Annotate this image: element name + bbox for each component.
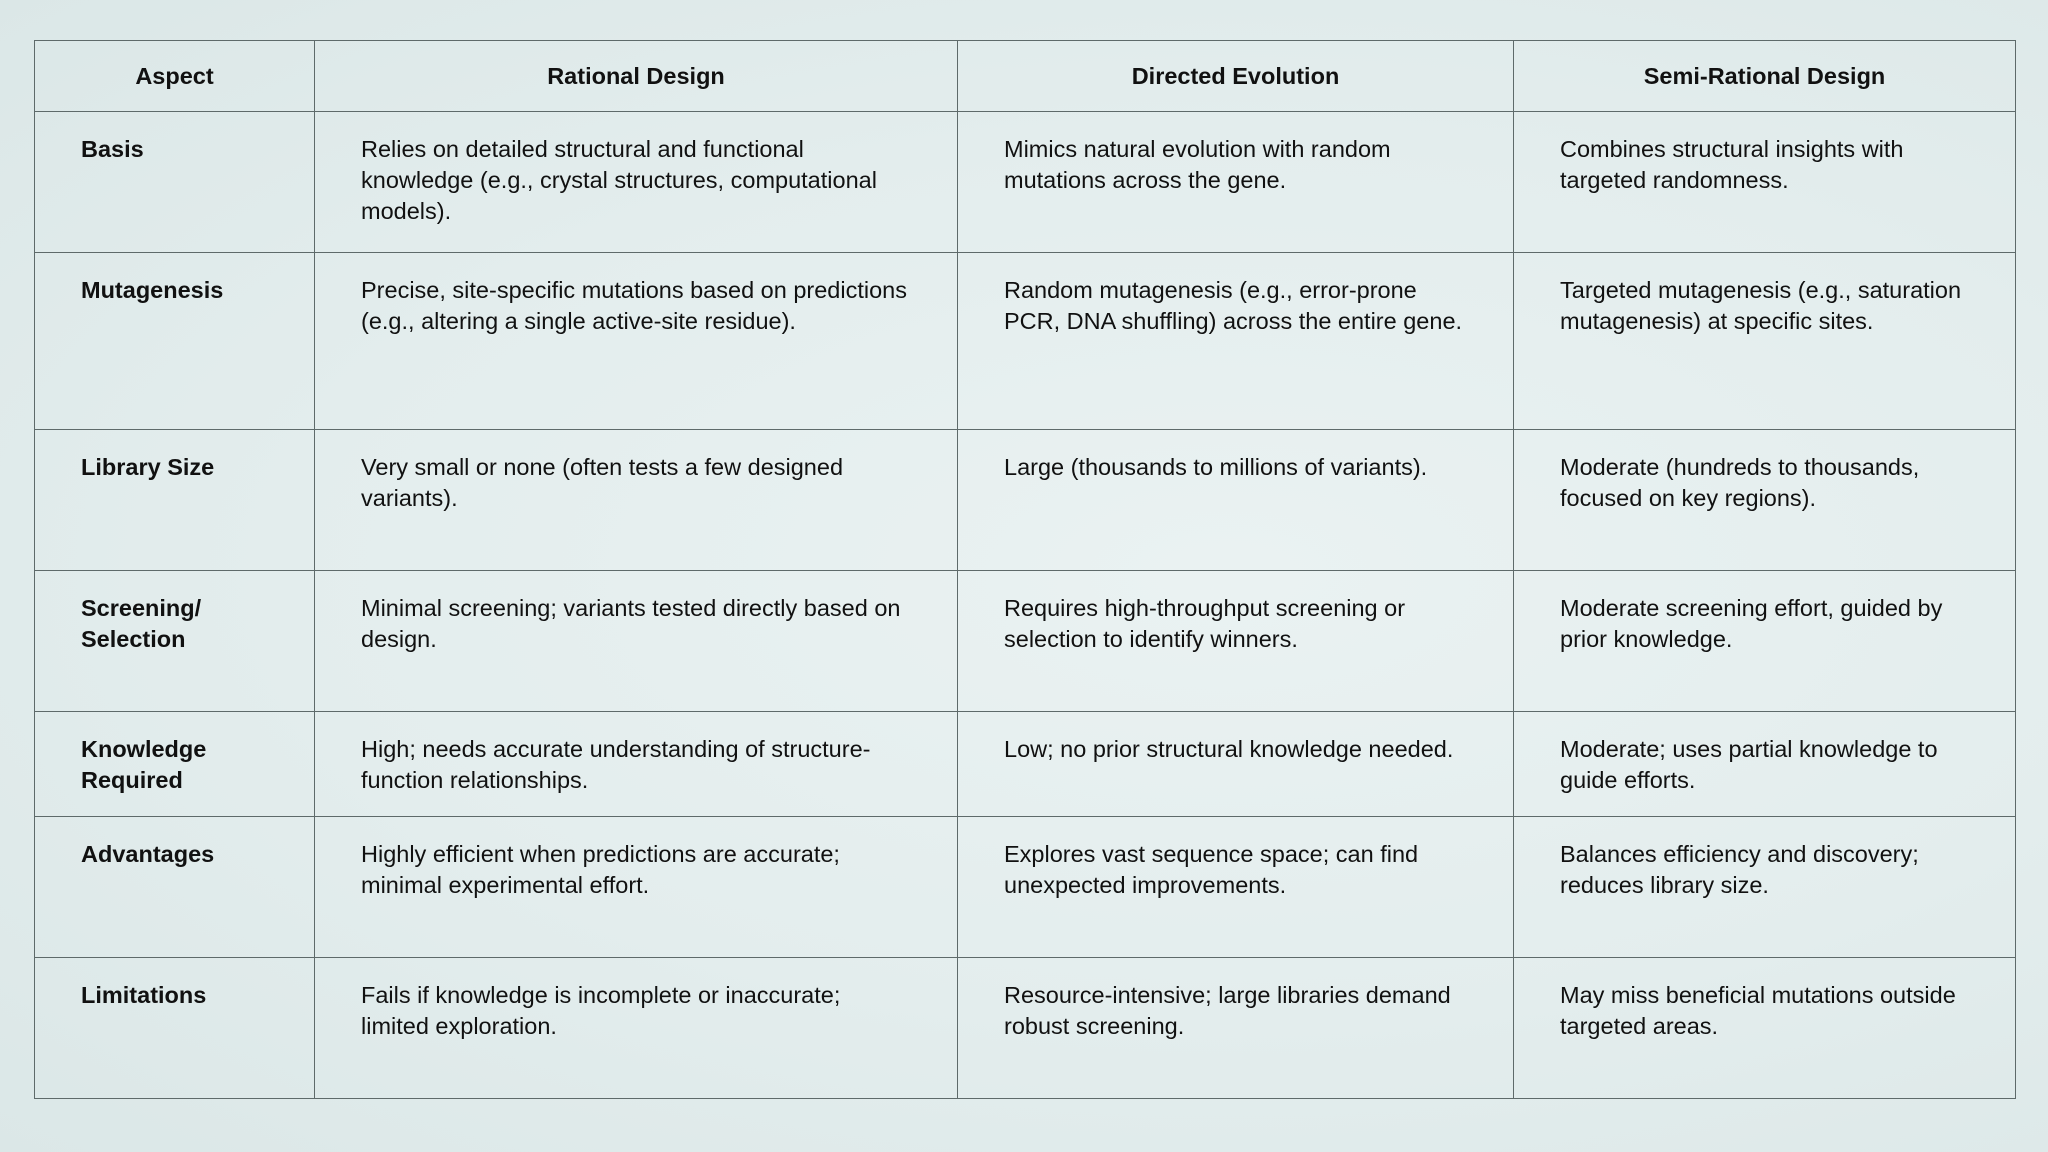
cell-directed-evolution: Mimics natural evolution with random mutations across the gene. xyxy=(958,112,1514,253)
row-label: Mutagenesis xyxy=(35,253,315,430)
row-label: Limitations xyxy=(35,958,315,1099)
table-row-mutagenesis xyxy=(35,253,2016,430)
row-label: Library Size xyxy=(35,430,315,571)
cell-semi-rational-design: Balances efficiency and discovery; reduces library size. xyxy=(1514,817,2016,958)
row-label: Basis xyxy=(35,112,315,253)
cell-semi-rational-design: Moderate (hundreds to thousands, focused on key regions). xyxy=(1514,430,2016,571)
header-semi-rational-design: Semi-Rational Design xyxy=(1514,41,2016,112)
cell-directed-evolution: Random mutagenesis (e.g., error-prone PCR, DNA shuffling) across the entire gene. xyxy=(958,253,1514,430)
cell-directed-evolution: Requires high-throughput screening or selection to identify winners. xyxy=(958,571,1514,712)
cell-directed-evolution: Explores vast sequence space; can find unexpected improvements. xyxy=(958,817,1514,958)
table-row-screening-selection xyxy=(35,571,2016,712)
table-row-limitations xyxy=(35,958,2016,1099)
header-rational-design: Rational Design xyxy=(315,41,958,112)
cell-rational-design: Very small or none (often tests a few designed variants). xyxy=(315,430,958,571)
row-label: Advantages xyxy=(35,817,315,958)
row-label: Knowledge Required xyxy=(35,712,315,817)
cell-directed-evolution: Resource-intensive; large libraries demand robust screening. xyxy=(958,958,1514,1099)
cell-directed-evolution: Low; no prior structural knowledge needed. xyxy=(958,712,1514,817)
cell-semi-rational-design: Combines structural insights with targeted randomness. xyxy=(1514,112,2016,253)
table-row-library-size xyxy=(35,430,2016,571)
cell-rational-design: Fails if knowledge is incomplete or inaccurate; limited exploration. xyxy=(315,958,958,1099)
table-row-basis xyxy=(35,112,2016,253)
cell-rational-design: Highly efficient when predictions are accurate; minimal experimental effort. xyxy=(315,817,958,958)
comparison-table xyxy=(34,40,2016,1099)
cell-rational-design: Relies on detailed structural and functional knowledge (e.g., crystal structures, computational models). xyxy=(315,112,958,253)
header-aspect: Aspect xyxy=(35,41,315,112)
cell-semi-rational-design: Targeted mutagenesis (e.g., saturation mutagenesis) at specific sites. xyxy=(1514,253,2016,430)
cell-rational-design: Minimal screening; variants tested directly based on design. xyxy=(315,571,958,712)
cell-directed-evolution: Large (thousands to millions of variants). xyxy=(958,430,1514,571)
table-row-knowledge-required xyxy=(35,712,2016,817)
table-row-advantages xyxy=(35,817,2016,958)
cell-rational-design: High; needs accurate understanding of structure-function relationships. xyxy=(315,712,958,817)
cell-semi-rational-design: May miss beneficial mutations outside targeted areas. xyxy=(1514,958,2016,1099)
cell-semi-rational-design: Moderate screening effort, guided by prior knowledge. xyxy=(1514,571,2016,712)
cell-rational-design: Precise, site-specific mutations based on predictions (e.g., altering a single active-site residue). xyxy=(315,253,958,430)
header-directed-evolution: Directed Evolution xyxy=(958,41,1514,112)
cell-semi-rational-design: Moderate; uses partial knowledge to guide efforts. xyxy=(1514,712,2016,817)
row-label: Screening/ Selection xyxy=(35,571,315,712)
table-header-row xyxy=(35,41,2016,112)
comparison-table-container xyxy=(34,40,2015,1099)
